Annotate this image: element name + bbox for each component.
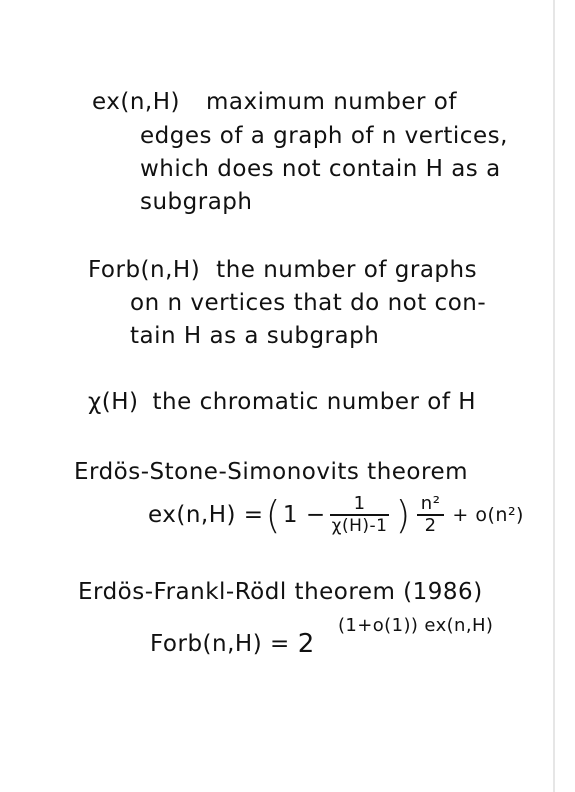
- efr-formula: [150, 630, 315, 658]
- chi-description: the chromatic number of H: [152, 389, 477, 415]
- ess-tail: + o(n²): [452, 503, 524, 526]
- ess-frac-numerator: 1: [353, 493, 366, 514]
- efr-lhs: Forb(n,H) =: [150, 631, 290, 657]
- ex-desc-line-4: subgraph: [140, 189, 253, 215]
- ess-lhs: ex(n,H) =: [148, 501, 264, 528]
- ex-desc-line-3: which does not contain H as a: [140, 156, 501, 182]
- forb-desc-line-2: on n vertices that do not con-: [130, 290, 487, 316]
- chi-term: χ(H): [88, 389, 139, 415]
- forb-term: Forb(n,H): [88, 257, 201, 283]
- efr-base: 2: [297, 629, 315, 659]
- ex-definition-line-1: [92, 88, 457, 116]
- efr-theorem-title: Erdös-Frankl-Rödl theorem (1986): [78, 579, 483, 605]
- page-edge-divider: [553, 0, 555, 792]
- ess-theorem-title: Erdös-Stone-Simonovits theorem: [74, 459, 469, 485]
- ess-frac-denominator: χ(H)-1: [331, 515, 388, 536]
- ess-close-paren: ): [395, 492, 411, 537]
- chi-definition-line: [88, 388, 476, 416]
- efr-exponent: (1+o(1)) ex(n,H): [338, 615, 494, 636]
- forb-desc-line-1: the number of graphs: [216, 257, 478, 283]
- ess-fraction-n-squared: [417, 494, 445, 536]
- ex-desc-line-1: maximum number of: [206, 89, 457, 115]
- forb-desc-line-3: tain H as a subgraph: [130, 323, 380, 349]
- ex-term: ex(n,H): [92, 89, 180, 115]
- ess-one-minus: 1 −: [282, 501, 326, 528]
- ess-n2-denominator: 2: [424, 514, 437, 536]
- ess-n2-numerator: n²: [420, 493, 441, 514]
- ess-fraction-chromatic: [330, 494, 390, 536]
- ess-open-paren: (: [265, 492, 281, 537]
- forb-definition-line-1: [88, 256, 477, 284]
- ess-formula: [148, 494, 524, 536]
- ex-desc-line-2: edges of a graph of n vertices,: [140, 123, 508, 149]
